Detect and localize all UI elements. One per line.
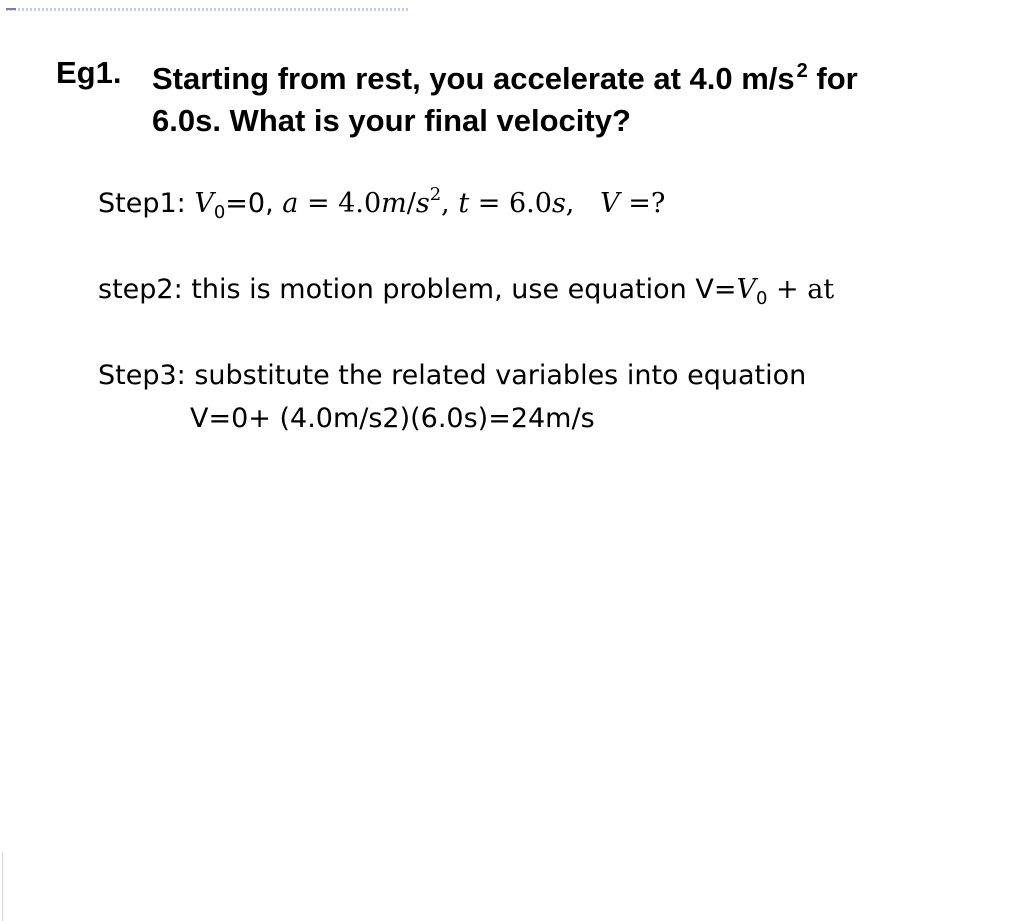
question-line-1-text: Starting from rest, you accelerate at 4.0 m/s [152, 61, 795, 96]
step-2-v0-var: V [736, 274, 756, 305]
step-1-a-exp: 2 [429, 184, 442, 205]
step-1-a-var: a [282, 188, 299, 219]
step-1-t-unit: s [551, 188, 566, 219]
step-1-v-var: V [600, 188, 620, 219]
question-line-2: 6.0s. What is your final velocity? [152, 103, 631, 138]
step-1-v0-value: =0, [225, 188, 274, 219]
step-2-text: step2: this is motion problem, use equation V= [98, 274, 737, 305]
step-1-t-eq: = 6.0 [469, 188, 552, 219]
step-1-a-eq: = 4.0 [298, 188, 382, 219]
step-1 [98, 186, 665, 222]
step-1-v-eq: =? [619, 188, 666, 219]
page-edge-line [2, 852, 3, 921]
step-1-v0-sub: 0 [213, 202, 226, 223]
step-3-line-2: V=0+ (4.0m/s2)(6.0s)=24m/s [190, 403, 595, 434]
step-1-t-var: t [458, 188, 470, 219]
example-label: Eg1. [56, 55, 122, 90]
header-dotted-rule [6, 8, 408, 11]
question-exponent: 2 [796, 60, 808, 82]
step-2-v0-sub: 0 [755, 288, 768, 309]
step-1-a-unit-m: m [381, 188, 407, 219]
step-1-a-comma: , [441, 188, 450, 219]
question-line-1-tail: for [816, 61, 858, 96]
step-1-v0-var: V [194, 188, 214, 219]
step-1-label: Step1: [98, 188, 186, 219]
step-2 [98, 272, 834, 308]
step-1-a-unit-s: s [415, 188, 430, 219]
step-1-t-comma: , [565, 188, 575, 219]
step-1-a-slash: / [406, 188, 416, 219]
example-question [152, 58, 992, 142]
step-2-tail: + at [767, 274, 835, 305]
step-3-line-1: Step3: substitute the related variables into equation [98, 360, 807, 391]
question-line-1 [152, 58, 992, 100]
